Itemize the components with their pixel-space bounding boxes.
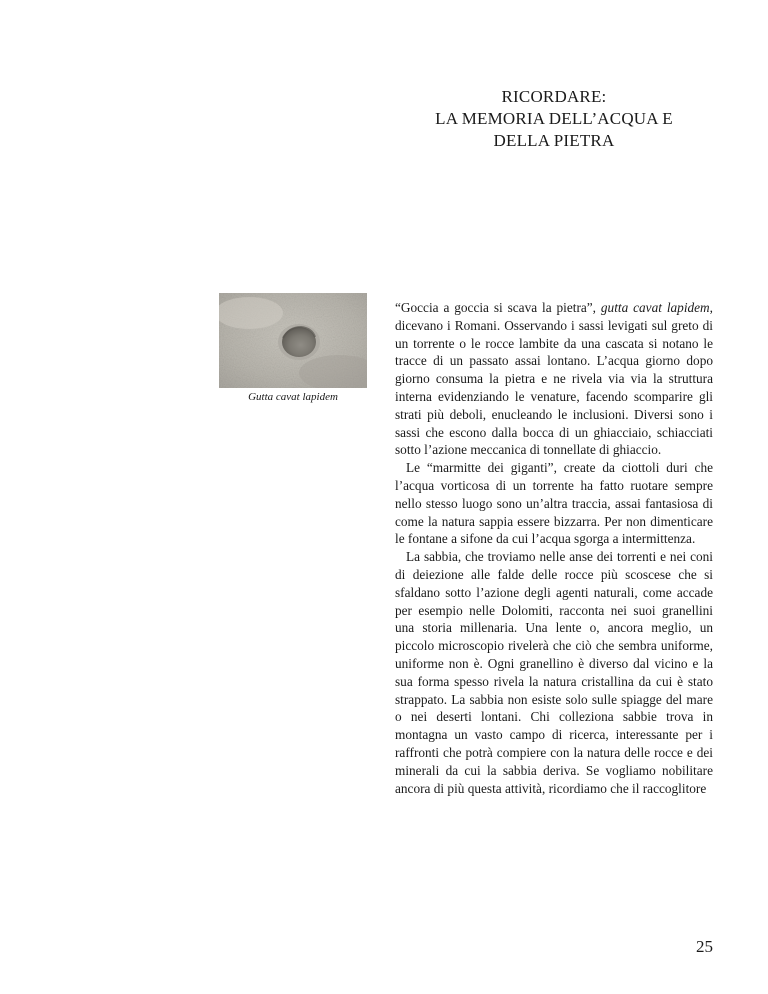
page-title — [395, 86, 713, 152]
photo-caption: Gutta cavat lapidem — [248, 391, 338, 403]
paragraph-1-rest: , dicevano i Romani. Osservando i sassi levigati sul greto di un torrente o le rocce lambite da una cascata si notano le tracce di un passato assai lontano. L’acqua giorno dopo giorno consuma la pietra e ne rivela via via la struttura interna evidenziando le venature, facendo scomparire gli strati più deboli, enucleando le inclusioni. Diversi sono i sassi che escono dalla bocca di un ghiacciaio, schiacciati sotto l’azione meccanica di tonnellate di ghiaccio. — [395, 300, 713, 458]
title-line-1: RICORDARE: — [501, 87, 607, 106]
title-line-2: LA MEMORIA DELL’ACQUA E — [435, 109, 673, 128]
paragraph-3: La sabbia, che troviamo nelle anse dei torrenti e nei coni di deiezione alle falde delle rocce più scoscese che si sfaldano sotto l’azione degli agenti naturali, come accade per esempio nelle Dolomiti, racconta nei suoi granellini una storia millenaria. Una lente o, ancora meglio, un piccolo microscopio rivelerà che ciò che sembra uniforme, uniforme non è. Ogni granellino è diverso dal vicino e la sua forma spesso rivela la natura cristallina da cui è stato strappato. La sabbia non esiste solo sulle spiagge del mare o nei deserti lontani. Chi colleziona sabbie trova in montagna un vasto campo di ricerca, interessante per i raffronti che potrà compiere con la natura delle rocce e dei minerali da cui la sabbia deriva. Se vogliamo nobilitare ancora di più questa attività, ricordiamo che il raccoglitore — [395, 549, 713, 796]
paragraph-1 — [395, 299, 713, 459]
page-number: 25 — [696, 937, 713, 956]
paragraph-1-start: “Goccia a goccia si scava la pietra”, — [395, 300, 601, 315]
stone-hole-photo — [219, 293, 367, 388]
latin-quote: gutta cavat lapidem — [600, 300, 710, 315]
stone-hole-image — [219, 293, 367, 388]
title-line-3: DELLA PIETRA — [493, 131, 615, 150]
paragraph-2: Le “marmitte dei giganti”, create da ciottoli duri che l’acqua vorticosa di un torrente ha fatto ruotare sempre nello stesso luogo sono un’altra traccia, assai fantasiosa di come la natura sappia essere bizzarra. Per non dimenticare le fontane a sifone da cui l’acqua sgorga a intermittenza. — [395, 460, 713, 547]
body-text — [395, 299, 713, 797]
